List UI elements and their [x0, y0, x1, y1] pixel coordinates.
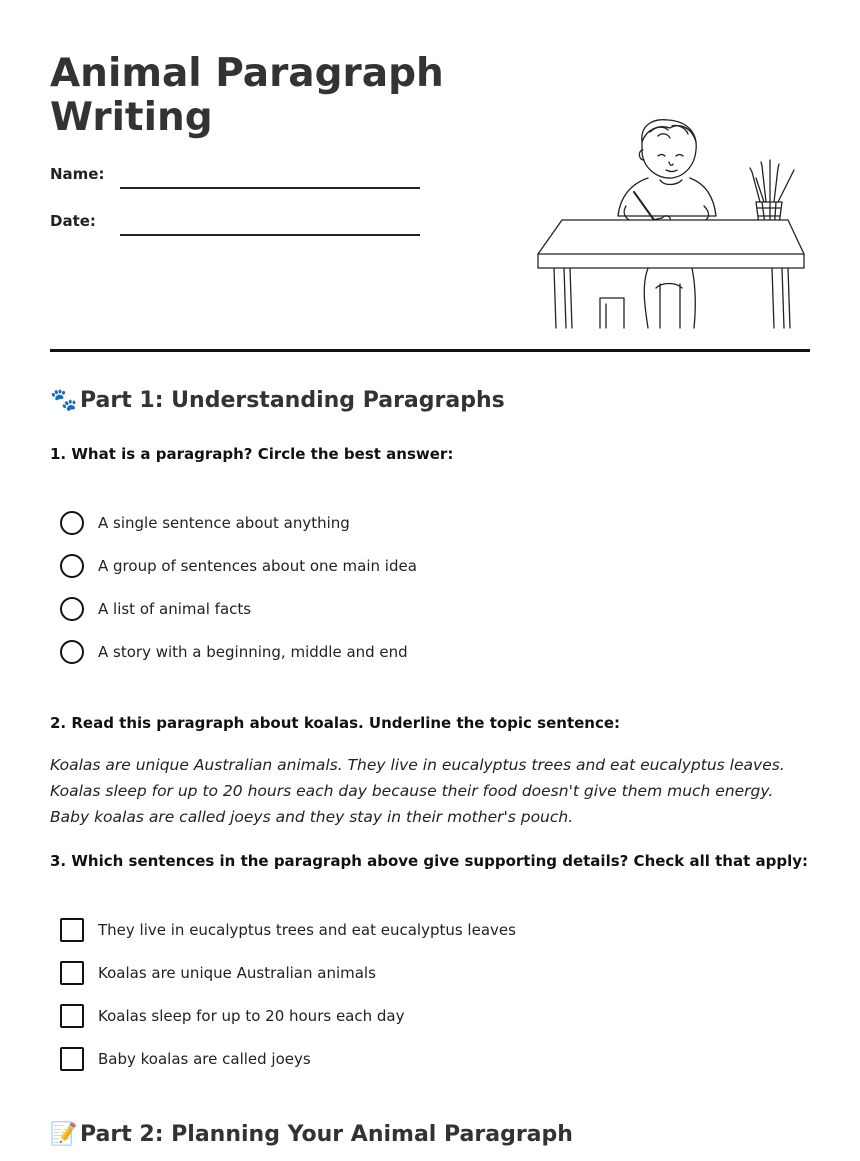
- q3-option-3[interactable]: [60, 1003, 404, 1029]
- child-writing-at-desk-illustration: [530, 112, 815, 332]
- q1-option-1[interactable]: [60, 510, 350, 536]
- q3-option-1[interactable]: [60, 917, 516, 943]
- circle-choice-icon[interactable]: [60, 554, 84, 578]
- circle-choice-icon[interactable]: [60, 640, 84, 664]
- checkbox-icon[interactable]: [60, 1004, 84, 1028]
- name-label: Name:: [50, 165, 105, 183]
- circle-choice-icon[interactable]: [60, 511, 84, 535]
- circle-choice-icon[interactable]: [60, 597, 84, 621]
- q3-option-label: They live in eucalyptus trees and eat eucalyptus leaves: [98, 921, 516, 939]
- part1-heading: [50, 388, 505, 413]
- title-line-1: Animal Paragraph: [50, 51, 444, 96]
- worksheet-title: [50, 52, 470, 140]
- date-field[interactable]: [120, 234, 420, 236]
- q1-option-label: A group of sentences about one main idea: [98, 557, 417, 575]
- part1-title: Part 1: Understanding Paragraphs: [80, 388, 505, 413]
- checkbox-icon[interactable]: [60, 918, 84, 942]
- part2-title: Part 2: Planning Your Animal Paragraph: [80, 1122, 573, 1147]
- header-divider: [50, 349, 810, 352]
- checkbox-icon[interactable]: [60, 1047, 84, 1071]
- name-field[interactable]: [120, 187, 420, 189]
- question-3-prompt: 3. Which sentences in the paragraph above give supporting details? Check all that apply:: [50, 852, 809, 870]
- question-1-prompt: 1. What is a paragraph? Circle the best answer:: [50, 445, 454, 463]
- paw-prints-icon: 🐾: [50, 388, 78, 413]
- koala-passage[interactable]: Koalas are unique Australian animals. They live in eucalyptus trees and eat eucalyptus leaves. Koalas sleep for up to 20 hours each day because their food doesn't give them much energy. Baby koalas are called joeys and they stay in their mother's pouch.: [50, 756, 785, 826]
- q3-option-label: Baby koalas are called joeys: [98, 1050, 311, 1068]
- memo-icon: 📝: [50, 1122, 78, 1147]
- q3-option-label: Koalas sleep for up to 20 hours each day: [98, 1007, 405, 1025]
- q1-option-label: A single sentence about anything: [98, 514, 350, 532]
- date-label: Date:: [50, 212, 96, 230]
- checkbox-icon[interactable]: [60, 961, 84, 985]
- q1-option-label: A list of animal facts: [98, 600, 252, 618]
- question-2-prompt: 2. Read this paragraph about koalas. Underline the topic sentence:: [50, 714, 621, 732]
- q3-option-label: Koalas are unique Australian animals: [98, 964, 376, 982]
- q3-option-4[interactable]: [60, 1046, 311, 1072]
- q3-option-2[interactable]: [60, 960, 376, 986]
- q1-option-3[interactable]: [60, 596, 251, 622]
- part2-heading: [50, 1122, 573, 1147]
- q1-option-4[interactable]: [60, 639, 408, 665]
- q1-option-label: A story with a beginning, middle and end: [98, 643, 408, 661]
- title-line-2: Writing: [50, 95, 213, 140]
- q1-option-2[interactable]: [60, 553, 417, 579]
